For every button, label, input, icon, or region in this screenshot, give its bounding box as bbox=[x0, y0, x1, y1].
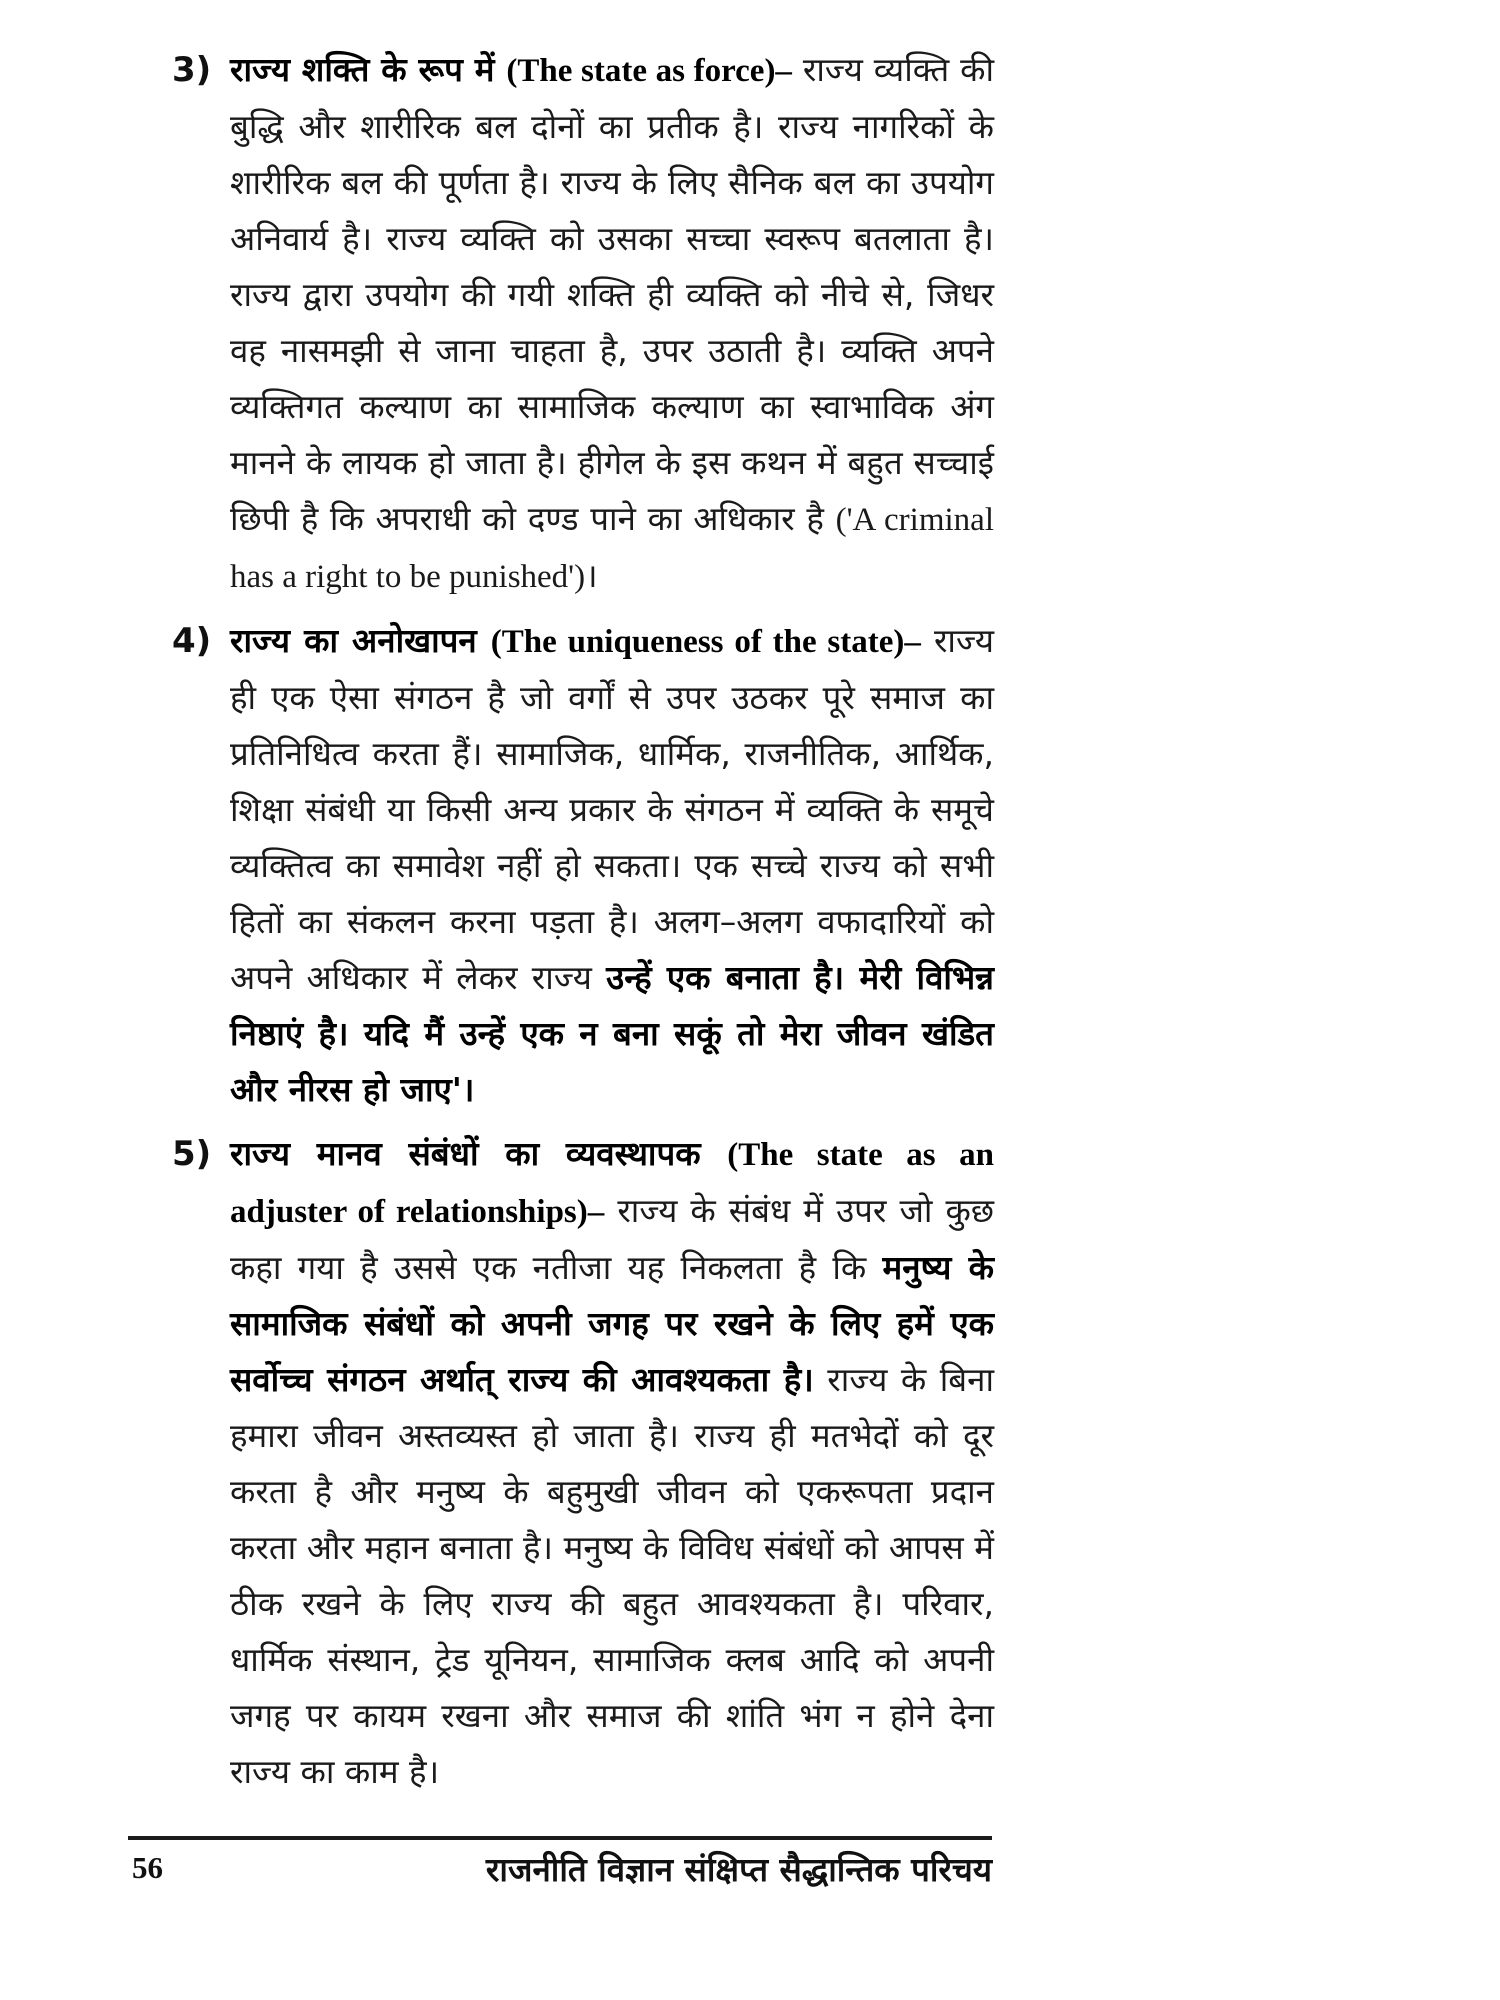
item-body-end: । bbox=[585, 556, 598, 595]
item-heading-english: (The state as an adjuster of relationships)– bbox=[230, 1137, 994, 1230]
item-heading-hindi: राज्य शक्ति के रूप में bbox=[230, 50, 507, 89]
page-content bbox=[172, 42, 994, 1808]
list-item bbox=[172, 1126, 994, 1800]
item-number: 5) bbox=[172, 1134, 212, 1174]
item-body-bold-quote: उन्हें एक बनाता है। मेरी विभिन्न निष्ठाएं है। यदि मैं उन्हें एक न बना सकूं तो मेरा जीवन खंडित और नीरस हो जाए'। bbox=[230, 958, 994, 1109]
item-paragraph bbox=[230, 42, 994, 605]
item-body-english-quote: ('A criminal has a right to be punished') bbox=[230, 502, 994, 595]
item-body-text: राज्य ही एक ऐसा संगठन है जो वर्गों से उपर उठकर पूरे समाज का प्रतिनिधित्व करता हैं। सामाजिक, धार्मिक, राजनीतिक, आर्थिक, शिक्षा संबंधी या किसी अन्य प्रकार के संगठन में व्यक्ति के समूचे व्यक्तित्व का समावेश नहीं हो सकता। एक सच्चे राज्य को सभी हितों का संकलन करना पड़ता है। अलग–अलग वफादारियों को अपने अधिकार में लेकर राज्य bbox=[230, 621, 994, 997]
list-item bbox=[172, 42, 994, 605]
item-paragraph bbox=[230, 1126, 994, 1800]
item-body-text: राज्य के संबंध में उपर जो कुछ कहा गया है उससे एक नतीजा यह निकलता है कि bbox=[230, 1191, 995, 1287]
item-body-text: राज्य व्यक्ति की बुद्धि और शारीरिक बल दोनों का प्रतीक है। राज्य नागरिकों के शारीरिक बल की पूर्णता है। राज्य के लिए सैनिक बल का उपयोग अनिवार्य है। राज्य व्यक्ति को उसका सच्चा स्वरूप बतलाता है। राज्य द्वारा उपयोग की गयी शक्ति ही व्यक्ति को नीचे से, जिधर वह नासमझी से जाना चाहता है, उपर उठाती है। व्यक्ति अपने व्यक्तिगत कल्याण का सामाजिक कल्याण का स्वाभाविक अंग मानने के लायक हो जाता है। हीगेल के इस कथन में बहुत सच्चाई छिपी है कि अपराधी को दण्ड पाने का अधिकार है bbox=[230, 50, 995, 538]
item-heading-english: (The state as force)– bbox=[506, 53, 792, 89]
footer-divider bbox=[128, 1836, 992, 1840]
item-heading-english: (The uniqueness of the state)– bbox=[490, 624, 921, 660]
item-number: 4) bbox=[172, 621, 212, 661]
item-heading-hindi: राज्य का अनोखापन bbox=[230, 621, 491, 660]
item-number: 3) bbox=[172, 50, 212, 90]
item-body-end: राज्य के बिना हमारा जीवन अस्तव्यस्त हो जाता है। राज्य ही मतभेदों को दूर करता है और मनुष्य के बहुमुखी जीवन को एकरूपता प्रदान करता और महान बनाता है। मनुष्य के विविध संबंधों को आपस में ठीक रखने के लिए राज्य की बहुत आवश्यकता है। परिवार, धार्मिक संस्थान, ट्रेड यूनियन, सामाजिक क्लब आदि को अपनी जगह पर कायम रखना और समाज की शांति भंग न होने देना राज्य का काम है। bbox=[230, 1360, 995, 1791]
list-item bbox=[172, 613, 994, 1118]
footer-book-title: राजनीति विज्ञान संक्षिप्त सैद्धान्तिक परिचय bbox=[485, 1850, 992, 1889]
item-heading-hindi: राज्य मानव संबंधों का व्यवस्थापक bbox=[230, 1134, 728, 1173]
page-number: 56 bbox=[132, 1850, 163, 1885]
item-body-bold-text: मनुष्य के सामाजिक संबंधों को अपनी जगह पर रखने के लिए हमें एक सर्वोच्च संगठन अर्थात् राज्य की आवश्यकता है। bbox=[230, 1248, 994, 1399]
item-paragraph bbox=[230, 613, 994, 1118]
